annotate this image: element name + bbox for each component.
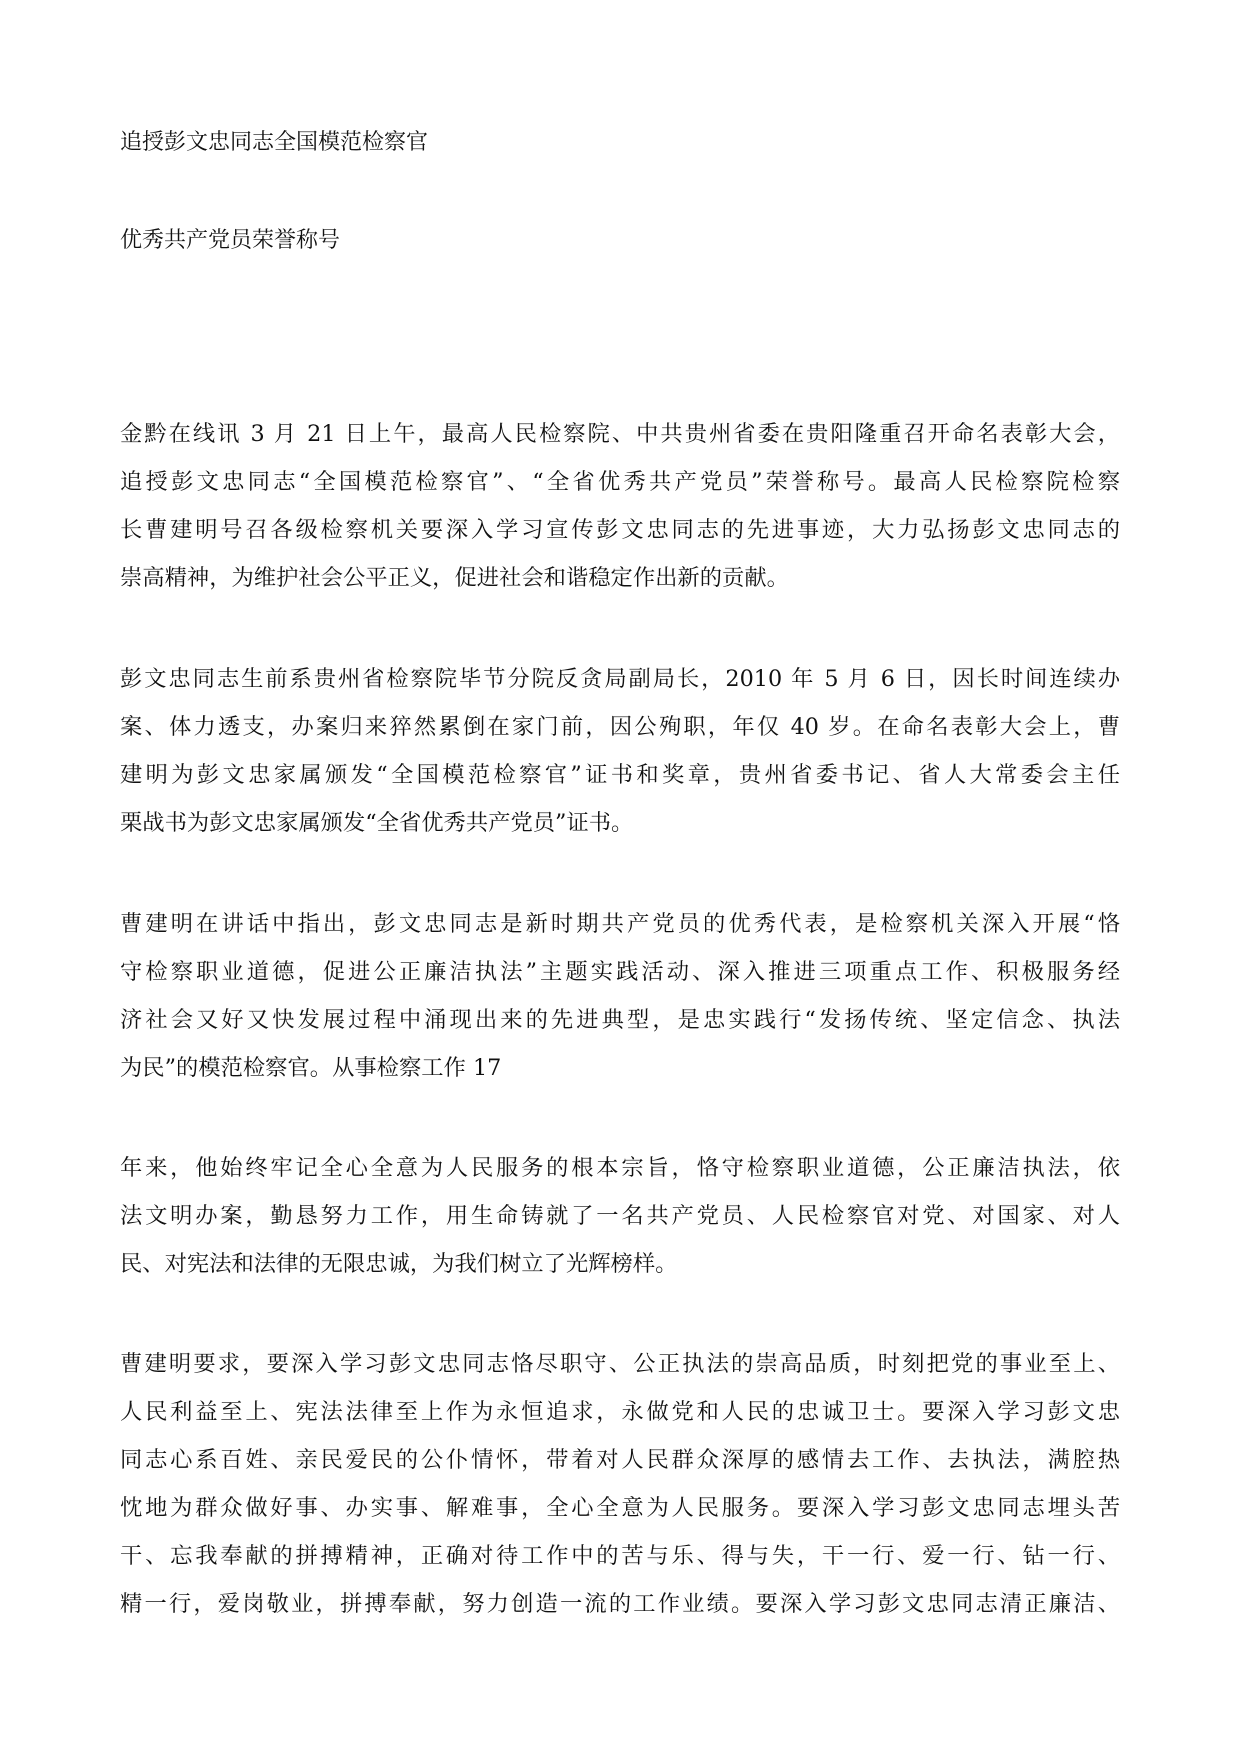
paragraph-line: 守检察职业道德，促进公正廉洁执法”主题实践活动、深入推进三项重点工作、积极服务经 [120,959,1120,985]
paragraph-line: 忱地为群众做好事、办实事、解难事，全心全意为人民服务。要深入学习彭文忠同志埋头苦 [120,1495,1120,1521]
paragraph [120,655,1120,847]
document-subtitle: 优秀共产党员荣誉称号 [120,228,341,253]
paragraph [120,900,1120,1092]
paragraph-line: 人民利益至上、宪法法律至上作为永恒追求，永做党和人民的忠诚卫士。要深入学习彭文忠 [120,1399,1120,1425]
document-title: 追授彭文忠同志全国模范检察官 [120,130,429,155]
paragraph-line: 曹建明在讲话中指出，彭文忠同志是新时期共产党员的优秀代表，是检察机关深入开展“恪 [120,911,1120,937]
paragraph-line: 年来，他始终牢记全心全意为人民服务的根本宗旨，恪守检察职业道德，公正廉洁执法，依 [120,1155,1120,1181]
paragraph-line: 彭文忠同志生前系贵州省检察院毕节分院反贪局副局长，2010 年 5 月 6 日，因长时间连续办 [120,666,1120,692]
paragraph-line: 法文明办案，勤恳努力工作，用生命铸就了一名共产党员、人民检察官对党、对国家、对人 [120,1203,1120,1229]
paragraph-line: 济社会又好又快发展过程中涌现出来的先进典型，是忠实践行“发扬传统、坚定信念、执法 [120,1007,1120,1033]
paragraph-line: 同志心系百姓、亲民爱民的公仆情怀，带着对人民群众深厚的感情去工作、去执法，满腔热 [120,1447,1120,1473]
paragraph-line: 崇高精神，为维护社会公平正义，促进社会和谐稳定作出新的贡献。 [120,565,789,591]
paragraph-line: 案、体力透支，办案归来猝然累倒在家门前，因公殉职，年仅 40 岁。在命名表彰大会上，曹 [120,714,1120,740]
paragraph [120,1340,1120,1628]
paragraph-line: 曹建明要求，要深入学习彭文忠同志恪尽职守、公正执法的崇高品质，时刻把党的事业至上、 [120,1351,1120,1377]
paragraph-line: 干、忘我奉献的拼搏精神，正确对待工作中的苦与乐、得与失，干一行、爱一行、钻一行、 [120,1543,1120,1569]
paragraph-line: 长曹建明号召各级检察机关要深入学习宣传彭文忠同志的先进事迹，大力弘扬彭文忠同志的 [120,517,1120,543]
paragraph-line: 精一行，爱岗敬业，拼搏奉献，努力创造一流的工作业绩。要深入学习彭文忠同志清正廉洁、 [120,1591,1120,1617]
paragraph-line: 建明为彭文忠家属颁发“全国模范检察官”证书和奖章，贵州省委书记、省人大常委会主任 [120,762,1120,788]
paragraph [120,1144,1120,1288]
paragraph-line: 金黔在线讯 3 月 21 日上午，最高人民检察院、中共贵州省委在贵阳隆重召开命名表彰大会， [120,421,1120,447]
paragraph-line: 追授彭文忠同志“全国模范检察官”、“全省优秀共产党员”荣誉称号。最高人民检察院检察 [120,469,1120,495]
paragraph [120,410,1120,602]
paragraph-line: 为民”的模范检察官。从事检察工作 17 [120,1055,502,1081]
paragraph-line: 栗战书为彭文忠家属颁发“全省优秀共产党员”证书。 [120,810,634,836]
paragraph-line: 民、对宪法和法律的无限忠诚，为我们树立了光辉榜样。 [120,1251,678,1277]
